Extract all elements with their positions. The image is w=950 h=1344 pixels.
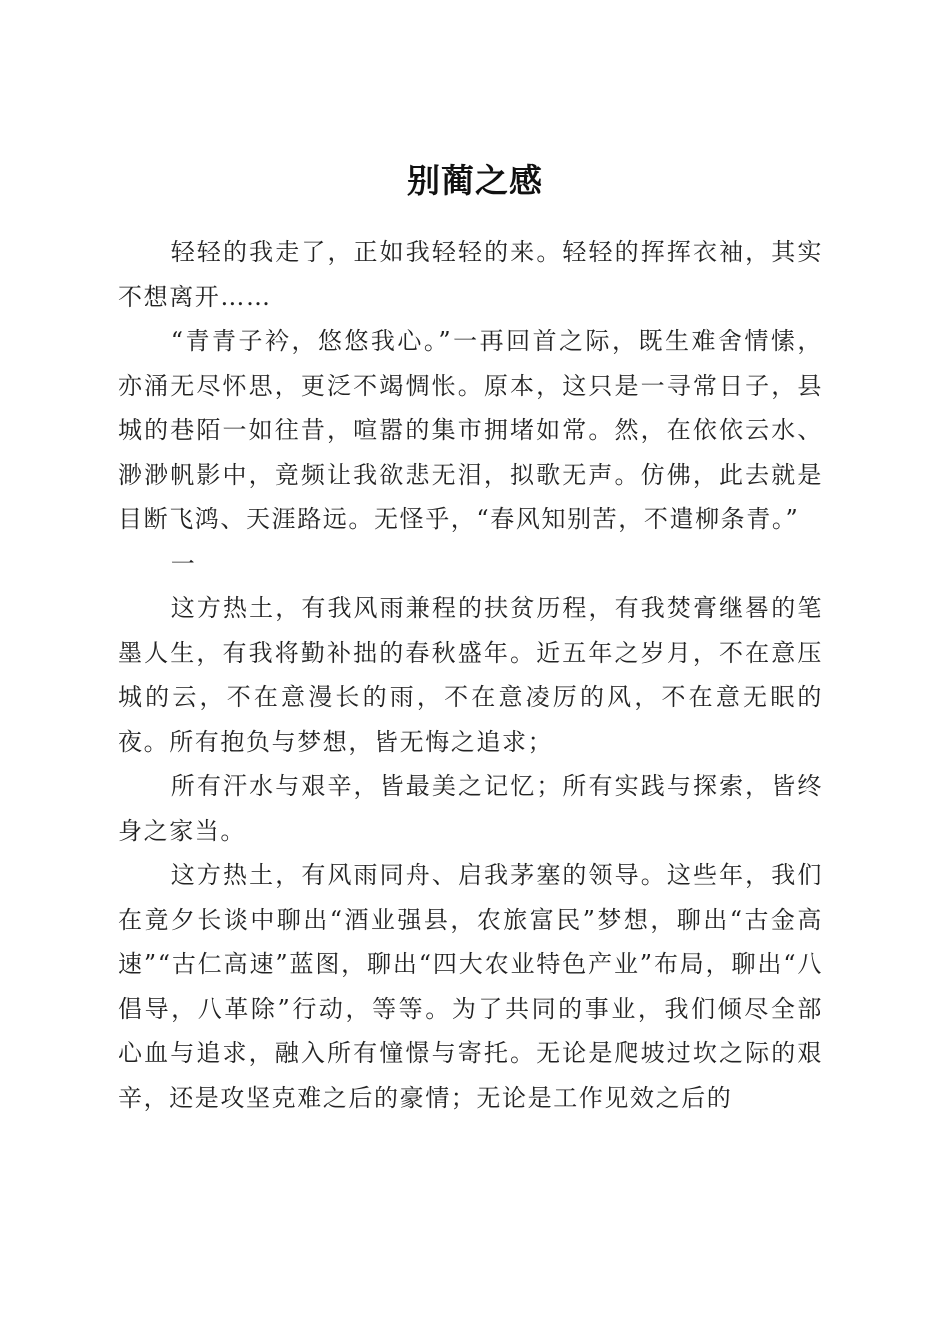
paragraph-leaders: 这方热土，有风雨同舟、启我茅塞的领导。这些年，我们在竟夕长谈中聊出“酒业强县，农旅富民”梦想，聊出“古金高速”“古仁高速”蓝图，聊出“四大农业特色产业”布局，聊出“八倡导，八革除”行动，等等。为了共同的事业，我们倾尽全部心血与追求，融入所有憧憬与寄托。无论是爬坡过坎之际的艰辛，还是攻坚克难之后的豪情；无论是工作见效之后的 [118,861,823,1112]
paragraph-land-1: 这方热土，有我风雨兼程的扶贫历程，有我焚膏继晷的笔墨人生，有我将勤补拙的春秋盛年。近五年之岁月，不在意压城的云，不在意漫长的雨，不在意凌厉的风，不在意无眠的夜。所有抱负与梦想，皆无悔之追求； [118,594,823,756]
section-number: 一 [170,549,197,578]
document-title: 别蔺之感 [407,161,543,201]
paragraph-quote: “青青子衿，悠悠我心。”一再回首之际，既生难舍情愫，亦涌无尽怀思，更泛不竭惆怅。原本，这只是一寻常日子，县城的巷陌一如往昔，喧嚣的集市拥堵如常。然，在依依云水、渺渺帆影中，竟频让我欲悲无泪，拟歌无声。仿佛，此去就是目断飞鸿、天涯路远。无怪乎，“春风知别苦，不遣柳条青。” [118,327,823,533]
document-body [118,230,823,1120]
paragraph-land-2: 所有汗水与艰辛，皆最美之记忆；所有实践与探索，皆终身之家当。 [118,772,823,845]
paragraph-opening: 轻轻的我走了，正如我轻轻的来。轻轻的挥挥衣袖，其实不想离开…… [118,238,823,311]
